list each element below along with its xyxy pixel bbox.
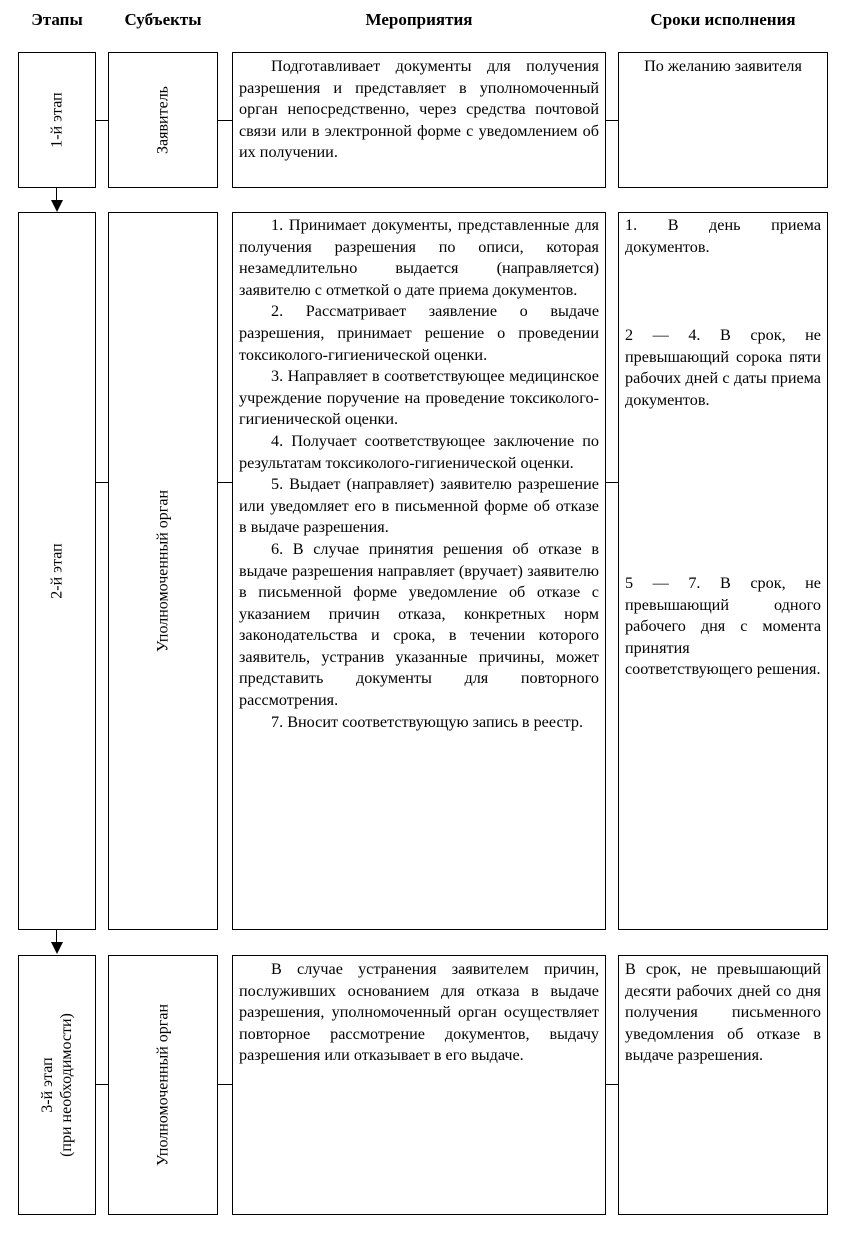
stage2-subject-label: Уполномоченный орган bbox=[154, 489, 172, 653]
stage3-activity-box bbox=[232, 955, 606, 1215]
stage2-activity-item-1: 1. Принимает документы, представленные для получения разрешения по описи, которая незамедлительно выдается (направляется) заявителю с отметкой о дате приема документов. bbox=[239, 216, 599, 299]
stage2-activity-item-7: 7. Вносит соответствующую запись в реестр. bbox=[271, 712, 584, 731]
stage1-deadline-text: По желанию заявителя bbox=[644, 57, 802, 75]
arrow-2-3-line bbox=[56, 930, 57, 942]
stage3-deadline-text: В срок, не превышающий десяти рабочих дней со дня получения письменного уведомления об отказе в выдаче разрешения. bbox=[625, 960, 821, 1065]
stage1-stage-box bbox=[18, 52, 96, 188]
stage1-subject-label: Заявитель bbox=[154, 86, 172, 154]
arrow-1-2-head bbox=[51, 200, 63, 212]
stage1-subject-box bbox=[108, 52, 218, 188]
stage3-stage-label-line2: (при необходимости) bbox=[58, 1013, 75, 1157]
stage1-deadline-box bbox=[618, 52, 828, 188]
stage2-activity-item-3: 3. Направляет в соответствующее медицинское учреждение поручение на проведение токсиколого-гигиенической оценки. bbox=[239, 367, 599, 429]
stage2-activity-item-2: 2. Рассматривает заявление о выдаче разрешения, принимает решение о проведении токсиколого-гигиенической оценки. bbox=[239, 302, 599, 364]
header-subjects: Субъекты bbox=[124, 10, 202, 29]
stage3-deadline-box bbox=[618, 955, 828, 1215]
stage3-subject-box bbox=[108, 955, 218, 1215]
stage2-stage-box bbox=[18, 212, 96, 930]
stage3-stage-label bbox=[38, 1013, 76, 1157]
stage2-activity-item-4: 4. Получает соответствующее заключение по результатам токсиколого-гигиенической оценки. bbox=[239, 431, 599, 472]
header-deadlines: Сроки исполнения bbox=[650, 10, 796, 29]
stage2-subject-box bbox=[108, 212, 218, 930]
stage3-stage-label-line1: 3-й этап bbox=[39, 1057, 56, 1113]
stage3-activity-text: В случае устранения заявителем причин, послуживших основанием для отказа в выдаче разрешения, уполномоченный орган осуществляет повторное рассмотрение документов, выдачу разрешения или отказывает в его выдаче. bbox=[239, 960, 599, 1065]
stage3-stage-box bbox=[18, 955, 96, 1215]
stage1-activity-box bbox=[232, 52, 606, 188]
arrow-2-3-head bbox=[51, 942, 63, 954]
stage1-activity-text: Подготавливает документы для получения разрешения и представляет в уполномоченный орган непосредственно, через средства почтовой связи или в электронной форме с уведомлением об их получении. bbox=[239, 57, 599, 162]
stage2-stage-label: 2-й этап bbox=[48, 543, 66, 599]
header-activities: Мероприятия bbox=[365, 10, 473, 29]
stage2-deadline-item-2: 2 — 4. В срок, не превышающий сорока пяти рабочих дней с даты приема документов. bbox=[625, 326, 821, 409]
stage2-activity-box bbox=[232, 212, 606, 930]
arrow-1-2-line bbox=[56, 188, 57, 200]
stage1-stage-label: 1-й этап bbox=[48, 92, 66, 148]
stage3-subject-label: Уполномоченный орган bbox=[154, 1003, 172, 1167]
stage2-deadline-item-1: 1. В день приема документов. bbox=[625, 216, 821, 256]
stage2-deadline-item-3: 5 — 7. В срок, не превышающий одного рабочего дня с момента принятия соответствующего решения. bbox=[625, 574, 821, 679]
header-stages: Этапы bbox=[31, 10, 83, 29]
stage2-activity-item-5: 5. Выдает (направляет) заявителю разрешение или уведомляет его в письменной форме об отказе в выдаче разрешения. bbox=[239, 475, 599, 537]
stage2-deadline-box bbox=[618, 212, 828, 930]
stage2-activity-item-6: 6. В случае принятия решения об отказе в выдаче разрешения направляет (вручает) заявителю в письменной форме уведомление об отказе с указанием причин отказа, конкретных норм законодательства и срока, в течении которого заявитель, устранив указанные причины, может представить документы для повторного рассмотрения. bbox=[239, 539, 599, 710]
